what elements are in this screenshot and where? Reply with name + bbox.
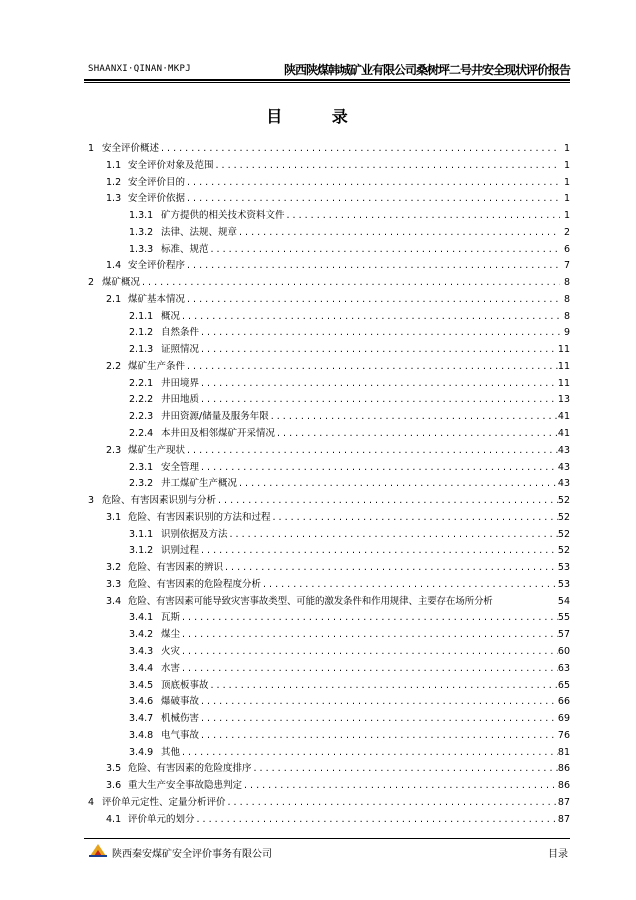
toc-entry-number: 2.3.1 [129,461,154,473]
toc-entry-label: 爆破事故 [161,696,200,708]
toc-leader-dots [214,158,560,175]
toc-entry[interactable] [88,527,570,544]
toc-entry-label: 安全管理 [161,461,200,473]
toc-entry-page: 43 [557,461,570,473]
toc-entry-page: 41 [557,411,570,423]
toc-entry-number: 3.4.5 [129,679,154,691]
toc-entry-label: 安全评价目的 [128,176,186,188]
toc-entry-page: 8 [563,310,570,322]
toc-entry-label: 水害 [161,662,181,674]
toc-entry-page: 7 [563,260,570,272]
toc-entry-label: 危险、有害因素识别的方法和过程 [128,511,271,523]
toc-entry[interactable] [88,359,570,376]
toc-entry-page: 52 [557,545,570,557]
toc-leader-dots [185,292,560,309]
toc-leader-dots [275,426,558,443]
toc-entry-label: 矿方提供的相关技术资料文件 [161,210,285,222]
toc-entry[interactable] [88,778,570,795]
toc-entry-page: 69 [557,713,570,725]
toc-leader-dots [271,510,558,527]
toc-entry[interactable] [88,761,570,778]
toc-entry[interactable] [88,426,570,443]
toc-entry-number: 2.2.4 [129,428,154,440]
toc-entry-number: 2.1.2 [129,327,154,339]
toc-leader-dots [209,678,558,695]
toc-entry-number: 3.4.1 [129,612,154,624]
toc-entry-label: 安全评价依据 [128,193,186,205]
toc-entry[interactable] [88,309,570,326]
toc-entry-number: 2.2.3 [129,411,154,423]
toc-entry[interactable] [88,292,570,309]
toc-leader-dots [180,661,558,678]
toc-entry-label: 危险、有害因素的危险程度分析 [128,578,262,590]
toc-leader-dots [199,728,558,745]
toc-leader-dots [226,795,558,812]
toc-leader-dots [199,325,560,342]
toc-entry-number: 3.1.1 [129,528,154,540]
toc-entry[interactable] [88,409,570,426]
toc-leader-dots [180,309,560,326]
toc-entry-page: 1 [563,193,570,205]
toc-leader-dots [185,175,560,192]
toc-entry-number: 1.4 [106,260,122,272]
toc-entry-page: 65 [557,679,570,691]
toc-entry-page: 9 [563,327,570,339]
toc-leader-dots [180,644,558,661]
toc-entry-number: 2.1.3 [129,344,154,356]
toc-leader-dots [228,527,558,544]
toc-entry-label: 标准、规范 [161,243,209,255]
toc-title: 目 录 [266,107,370,126]
toc-entry[interactable] [88,510,570,527]
toc-entry-number: 1 [88,143,95,154]
toc-entry-page: 6 [563,243,570,255]
toc-entry-page: 87 [557,813,570,825]
header-report-title: 陕西陕煤韩城矿业有限公司桑树坪二号井安全现状评价报告 [283,63,570,77]
toc-leader-dots [159,141,560,158]
toc-entry-label: 机械伤害 [161,713,200,725]
footer-rule [84,838,570,839]
toc-entry-page: 11 [557,377,570,389]
toc-leader-dots [261,577,558,594]
table-of-contents [88,141,570,828]
toc-entry-page: 87 [557,796,570,808]
toc-entry-number: 3.4.2 [129,629,154,641]
toc-leader-dots [252,761,558,778]
toc-entry-number: 1.1 [106,159,122,171]
header-left-code: SHAANXI·QINAN·MKPJ [88,64,191,74]
toc-entry-page: 8 [563,293,570,305]
toc-entry-number: 2.3 [106,444,122,456]
toc-entry[interactable] [88,460,570,477]
toc-entry-page: 13 [557,394,570,406]
toc-entry-number: 4.1 [106,813,122,825]
toc-leader-dots [199,342,558,359]
toc-entry[interactable] [88,543,570,560]
toc-entry-number: 3.4.9 [129,746,154,758]
toc-entry-label: 重大生产安全事故隐患判定 [128,780,243,792]
toc-leader-dots [223,560,558,577]
toc-entry-page: 86 [557,763,570,775]
toc-entry-label: 识别过程 [161,545,200,557]
toc-entry-number: 2.3.2 [129,478,154,490]
toc-entry-label: 井田境界 [161,377,200,389]
toc-entry-page: 52 [557,528,570,540]
toc-entry-number: 2.2 [106,360,122,372]
toc-leader-dots [185,359,558,376]
toc-entry[interactable] [88,812,570,829]
toc-entry-page: 43 [557,444,570,456]
toc-leader-dots [237,476,558,493]
toc-leader-dots [195,812,558,829]
toc-entry-page: 55 [557,612,570,624]
toc-entry-page: 81 [557,746,570,758]
toc-entry-number: 1.3.2 [129,226,154,238]
toc-entry-label: 煤矿概况 [102,277,141,289]
toc-entry[interactable] [88,175,570,192]
toc-leader-dots [180,610,558,627]
toc-leader-dots [242,778,558,795]
toc-entry-page: 60 [557,645,570,657]
toc-leader-dots [199,460,558,477]
toc-entry[interactable] [88,342,570,359]
toc-leader-dots [199,694,558,711]
toc-entry-page: 11 [557,360,570,372]
toc-entry[interactable] [88,225,570,242]
toc-entry[interactable] [88,275,570,292]
toc-entry[interactable] [88,208,570,225]
toc-entry[interactable] [88,577,570,594]
toc-entry-page: 1 [563,143,570,154]
toc-leader-dots [180,745,558,762]
toc-entry-page: 54 [557,595,570,607]
toc-leader-dots [199,376,558,393]
company-logo-icon [89,842,107,857]
toc-entry-label: 识别依据及方法 [161,528,228,540]
toc-entry[interactable] [88,627,570,644]
toc-entry-page: 1 [563,210,570,222]
toc-entry-label: 危险、有害因素可能导致灾害事故类型、可能的激发条件和作用规律、主要存在场所分析 [128,595,493,607]
toc-entry-number: 1.3 [106,193,122,205]
toc-entry-page: 11 [557,344,570,356]
toc-entry-label: 井工煤矿生产概况 [161,478,238,490]
toc-leader-dots [199,543,558,560]
toc-entry[interactable] [88,493,570,510]
toc-entry-label: 评价单元的划分 [128,813,195,825]
toc-entry-label: 安全评价对象及范围 [128,159,214,171]
toc-entry-number: 4 [88,796,95,808]
toc-entry[interactable] [88,443,570,460]
toc-entry[interactable] [88,141,570,158]
toc-leader-dots [199,711,558,728]
toc-entry[interactable] [88,610,570,627]
toc-entry-number: 2 [88,277,95,289]
toc-entry-number: 3.6 [106,780,122,792]
toc-entry-label: 危险、有害因素的辨识 [128,562,224,574]
toc-entry[interactable] [88,191,570,208]
toc-entry-number: 2.1 [106,293,122,305]
toc-leader-dots [199,392,558,409]
toc-entry[interactable] [88,158,570,175]
header-rule [84,79,570,81]
toc-entry-label: 概况 [161,310,181,322]
toc-leader-dots [180,627,558,644]
toc-entry-page: 66 [557,696,570,708]
toc-entry-label: 安全评价程序 [128,260,186,272]
toc-entry-number: 3.4.4 [129,662,154,674]
toc-entry-page: 41 [557,428,570,440]
toc-entry-label: 井田资源/储量及服务年限 [161,411,269,423]
toc-entry-page: 52 [557,495,570,507]
toc-leader-dots [185,258,560,275]
toc-entry-label: 危险、有害因素识别与分析 [102,495,217,507]
toc-entry-page: 63 [557,662,570,674]
toc-entry-label: 瓦斯 [161,612,181,624]
toc-leader-dots [285,208,560,225]
toc-leader-dots [269,409,558,426]
toc-entry-page: 1 [563,159,570,171]
footer-section: 目录 [548,849,568,860]
toc-entry[interactable] [88,325,570,342]
toc-entry-page: 76 [557,729,570,741]
toc-entry-number: 2.2.2 [129,394,154,406]
toc-entry[interactable] [88,661,570,678]
toc-entry-label: 本井田及相邻煤矿开采情况 [161,428,276,440]
toc-leader-dots [185,191,560,208]
toc-entry-label: 证照情况 [161,344,200,356]
footer-company: 陕西秦安煤矿安全评价事务有限公司 [112,849,272,860]
toc-entry-number: 3.4.6 [129,696,154,708]
toc-entry-number: 3.4.7 [129,713,154,725]
toc-leader-dots [209,242,560,259]
toc-entry[interactable] [88,678,570,695]
toc-entry-label: 评价单元定性、定量分析评价 [102,796,226,808]
toc-entry-number: 3.2 [106,562,122,574]
toc-entry-number: 1.2 [106,176,122,188]
toc-entry-number: 3.4.3 [129,645,154,657]
toc-entry-number: 3 [88,495,95,507]
toc-entry-number: 3.1 [106,511,122,523]
toc-entry-label: 危险、有害因素的危险度排序 [128,763,252,775]
toc-entry-label: 安全评价概述 [102,143,160,154]
toc-entry-page: 86 [557,780,570,792]
toc-leader-dots [185,443,558,460]
toc-entry-label: 井田地质 [161,394,200,406]
toc-leader-dots [140,275,560,292]
toc-entry[interactable] [88,711,570,728]
toc-entry-page: 8 [563,277,570,289]
toc-entry[interactable] [88,392,570,409]
toc-entry-label: 煤矿生产现状 [128,444,186,456]
toc-entry-label: 其他 [161,746,181,758]
toc-entry-label: 顶底板事故 [161,679,209,691]
toc-entry-page: 52 [557,511,570,523]
toc-entry-label: 煤矿基本情况 [128,293,186,305]
toc-entry[interactable] [88,728,570,745]
toc-entry-page: 43 [557,478,570,490]
toc-entry-page: 53 [557,578,570,590]
toc-entry[interactable] [88,644,570,661]
toc-entry[interactable] [88,242,570,259]
toc-entry[interactable] [88,376,570,393]
toc-entry-label: 电气事故 [161,729,200,741]
toc-entry[interactable] [88,594,570,611]
toc-entry-label: 煤矿生产条件 [128,360,186,372]
toc-entry-number: 3.4.8 [129,729,154,741]
toc-entry-number: 2.2.1 [129,377,154,389]
toc-entry-number: 1.3.3 [129,243,154,255]
toc-entry-page: 1 [563,176,570,188]
toc-entry-page: 57 [557,629,570,641]
toc-entry-label: 火灾 [161,645,181,657]
toc-entry-label: 法律、法规、规章 [161,226,238,238]
toc-leader-dots [216,493,558,510]
toc-entry[interactable] [88,258,570,275]
toc-entry-number: 1.3.1 [129,210,154,222]
toc-entry[interactable] [88,476,570,493]
toc-entry-label: 自然条件 [161,327,200,339]
header-rule-thin [84,82,570,83]
toc-entry-page: 2 [563,226,570,238]
toc-entry-label: 煤尘 [161,629,181,641]
toc-entry-number: 3.4 [106,595,122,607]
toc-entry[interactable] [88,694,570,711]
toc-entry-number: 3.5 [106,763,122,775]
toc-entry[interactable] [88,745,570,762]
toc-entry[interactable] [88,795,570,812]
toc-entry-number: 3.1.2 [129,545,154,557]
toc-entry-number: 2.1.1 [129,310,154,322]
toc-leader-dots [237,225,560,242]
toc-entry-number: 3.3 [106,578,122,590]
toc-entry-page: 53 [557,562,570,574]
toc-entry[interactable] [88,560,570,577]
